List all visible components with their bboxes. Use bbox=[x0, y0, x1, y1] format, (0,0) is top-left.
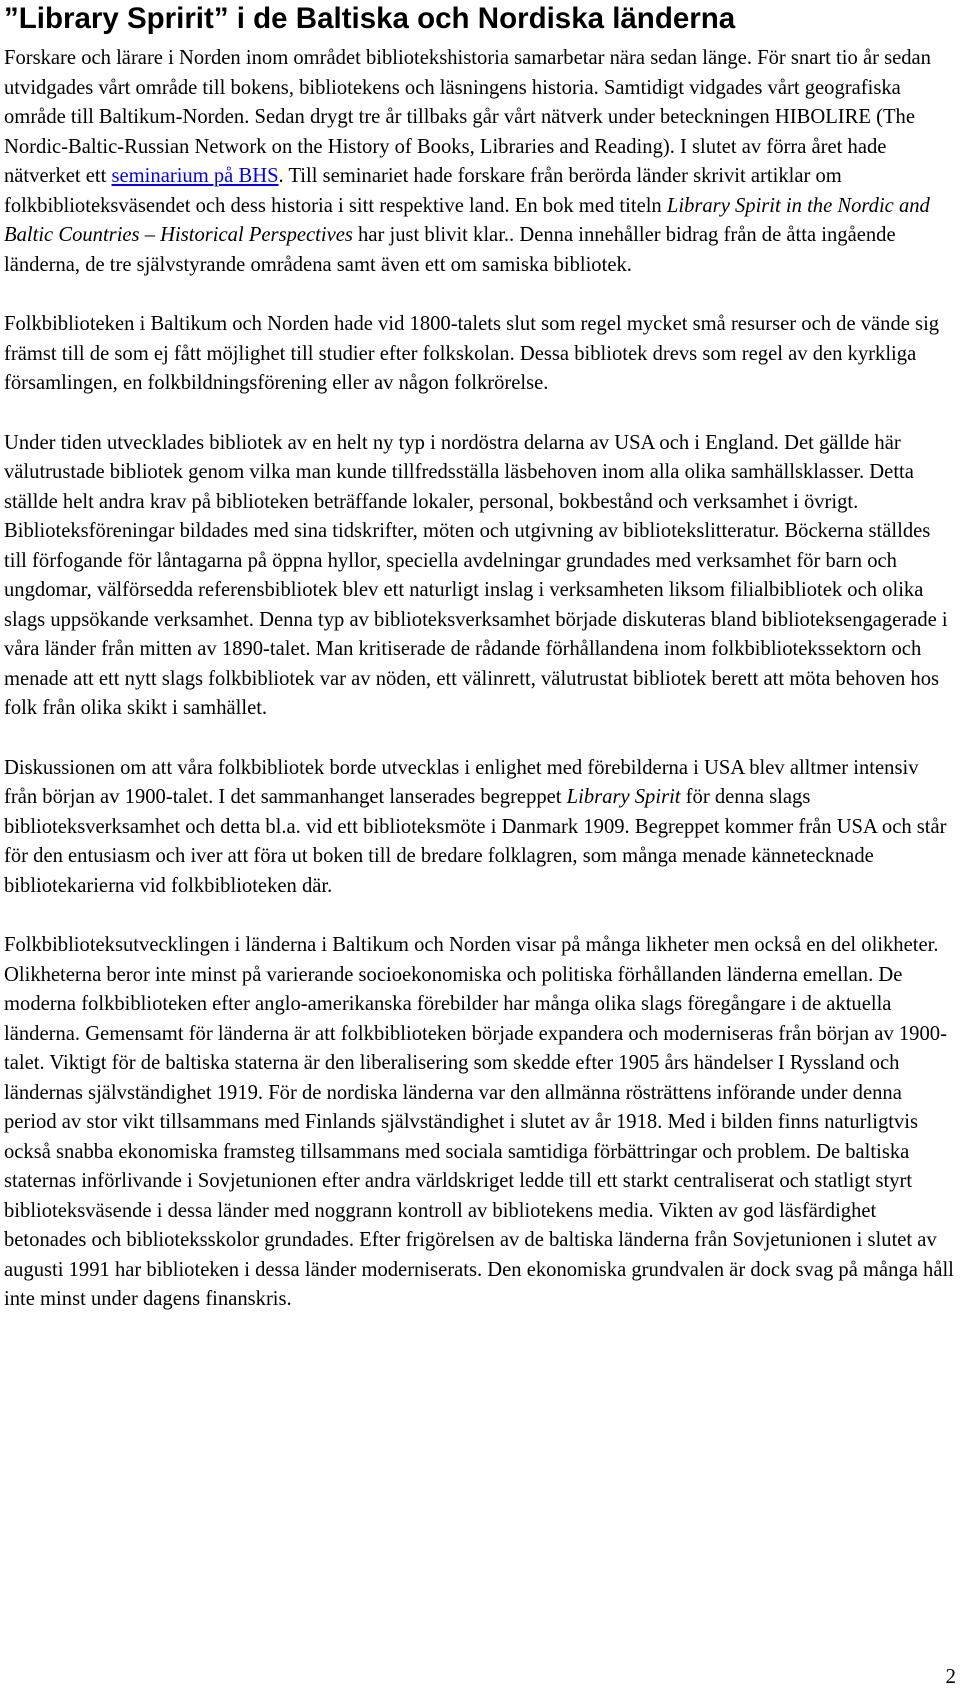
paragraph-intro-text-a: Forskare och lärare i Norden inom området bibliotekshistoria samarbetar nära sedan länge. För snart tio år sedan utvidgades vårt område till bokens, bibliotekens och läsningens historia. Samtidigt vidgades vårt geografiska område till Baltikum-Norden. Sedan drygt tre år tillbaks går vårt nätverk under beteckningen HIBOLIRE (The Nordic-Baltic-Russian Network on the History of Books, Libraries and Reading). I slutet av förra året hade nätverket ett bbox=[4, 47, 931, 187]
page-title: ”Library Spririt” i de Baltiska och Nordiska länderna bbox=[4, 2, 736, 35]
page-number: 2 bbox=[945, 1664, 956, 1688]
seminar-link[interactable]: seminarium på BHS bbox=[111, 165, 279, 187]
library-spirit-term: Library Spirit bbox=[566, 786, 681, 808]
paragraph-library-spirit-text-a: Diskussionen om att våra folkbibliotek borde utvecklas i enlighet med förebilderna i USA blev alltmer intensiv från början av 1900-talet. I det sammanhanget lanserades begreppet bbox=[4, 756, 919, 808]
paragraph-folkbibliotek: Folkbiblioteken i Baltikum och Norden hade vid 1800-talets slut som regel mycket små resurser och de vände sig främst till de som ej fått möjlighet till studier efter folkskolan. Dessa bibliotek drevs som regel av den kyrkliga församlingen, en folkbildningsförening eller av någon folkrörelse. bbox=[4, 313, 940, 394]
paragraph-intro-text-b: . Till seminariet hade forskare från berörda länder skrivit artiklar om folkbiblioteksväsendet och dess historia i sitt respektive land. En bok med titeln bbox=[4, 165, 842, 217]
paragraph-intro-text-c: har just blivit klar.. Denna innehåller bidrag från de åtta ingående länderna, de tre självstyrande områdena samt även ett om samiska bibliotek. bbox=[4, 224, 896, 276]
paragraph-intro bbox=[4, 44, 956, 280]
paragraph-library-spirit bbox=[4, 754, 956, 902]
paragraph-development: Folkbiblioteksutvecklingen i länderna i Baltikum och Norden visar på många likheter men också en del olikheter. Olikheterna beror inte minst på varierande socioekonomiska och politiska förhållanden länderna emellan. De moderna folkbiblioteken efter anglo-amerikanska förebilder har många olika slags föregångare i de aktuella länderna. Gemensamt för länderna är att folkbiblioteken började expandera och moderniseras från början av 1900-talet. Viktigt för de baltiska staterna är den liberalisering som skedde efter 1905 års händelser I Ryssland och ländernas självständighet 1919. För de nordiska länderna var den allmänna rösträttens införande under denna period av stor vikt tillsammans med Finlands självständighet i slutet av år 1918. Med i bilden finns naturligtvis också snabba ekonomiska framsteg tillsammans med sociala samtidiga förbättringar och problem. De baltiska staternas införlivande i Sovjetunionen efter andra världskriget ledde till ett starkt centraliserat och statligt styrt biblioteksväsende i dessa länder med noggrann kontroll av bibliotekens media. Vikten av god läsfärdighet betonades och biblioteksskolor grundades. Efter frigörelsen av de baltiska länderna från Sovjetunionen i slutet av augusti 1991 har biblioteken i dessa länder moderniserats. Den ekonomiska grundvalen är dock svag på många håll inte minst under dagens finanskris. bbox=[4, 934, 954, 1310]
paragraph-library-spirit-text-b: för denna slags biblioteksverksamhet och detta bl.a. vid ett biblioteksmöte i Danmark 1909. Begreppet kommer från USA och står för den entusiasm och iver att föra ut boken till de bredare folklagren, som många menade kännetecknade bibliotekarierna vid folkbiblioteken där. bbox=[4, 786, 947, 897]
book-title: Library Spirit in the Nordic and Baltic Countries – Historical Perspectives bbox=[4, 194, 930, 246]
paragraph-usa-england: Under tiden utvecklades bibliotek av en helt ny typ i nordöstra delarna av USA och i England. Det gällde här välutrustade bibliotek genom vilka man kunde tillfredsställa läsbehoven inom alla olika samhällsklasser. Detta ställde helt andra krav på biblioteken beträffande lokaler, personal, bokbestånd och verksamhet i övrigt. Biblioteksföreningar bildades med sina tidskrifter, möten och utgivning av bibliotekslitteratur. Böckerna ställdes till förfogande för låntagarna på öppna hyllor, speciella avdelningar grundades med verksamhet för barn och ungdomar, välförsedda referensbibliotek blev ett naturligt inslag i verksamheten liksom filialbibliotek och olika slags uppsökande verksamhet. Denna typ av biblioteksverksamhet började diskuteras bland biblioteksengagerade i våra länder från mitten av 1890-talet. Man kritiserade de rådande förhållandena inom folkbibliotekssektorn och menade att ett nytt slags folkbibliotek var av nöden, ett välinrett, välutrustat bibliotek berett att möta behoven hos folk från olika skikt i samhället. bbox=[4, 431, 948, 719]
document-page bbox=[4, 0, 956, 1345]
